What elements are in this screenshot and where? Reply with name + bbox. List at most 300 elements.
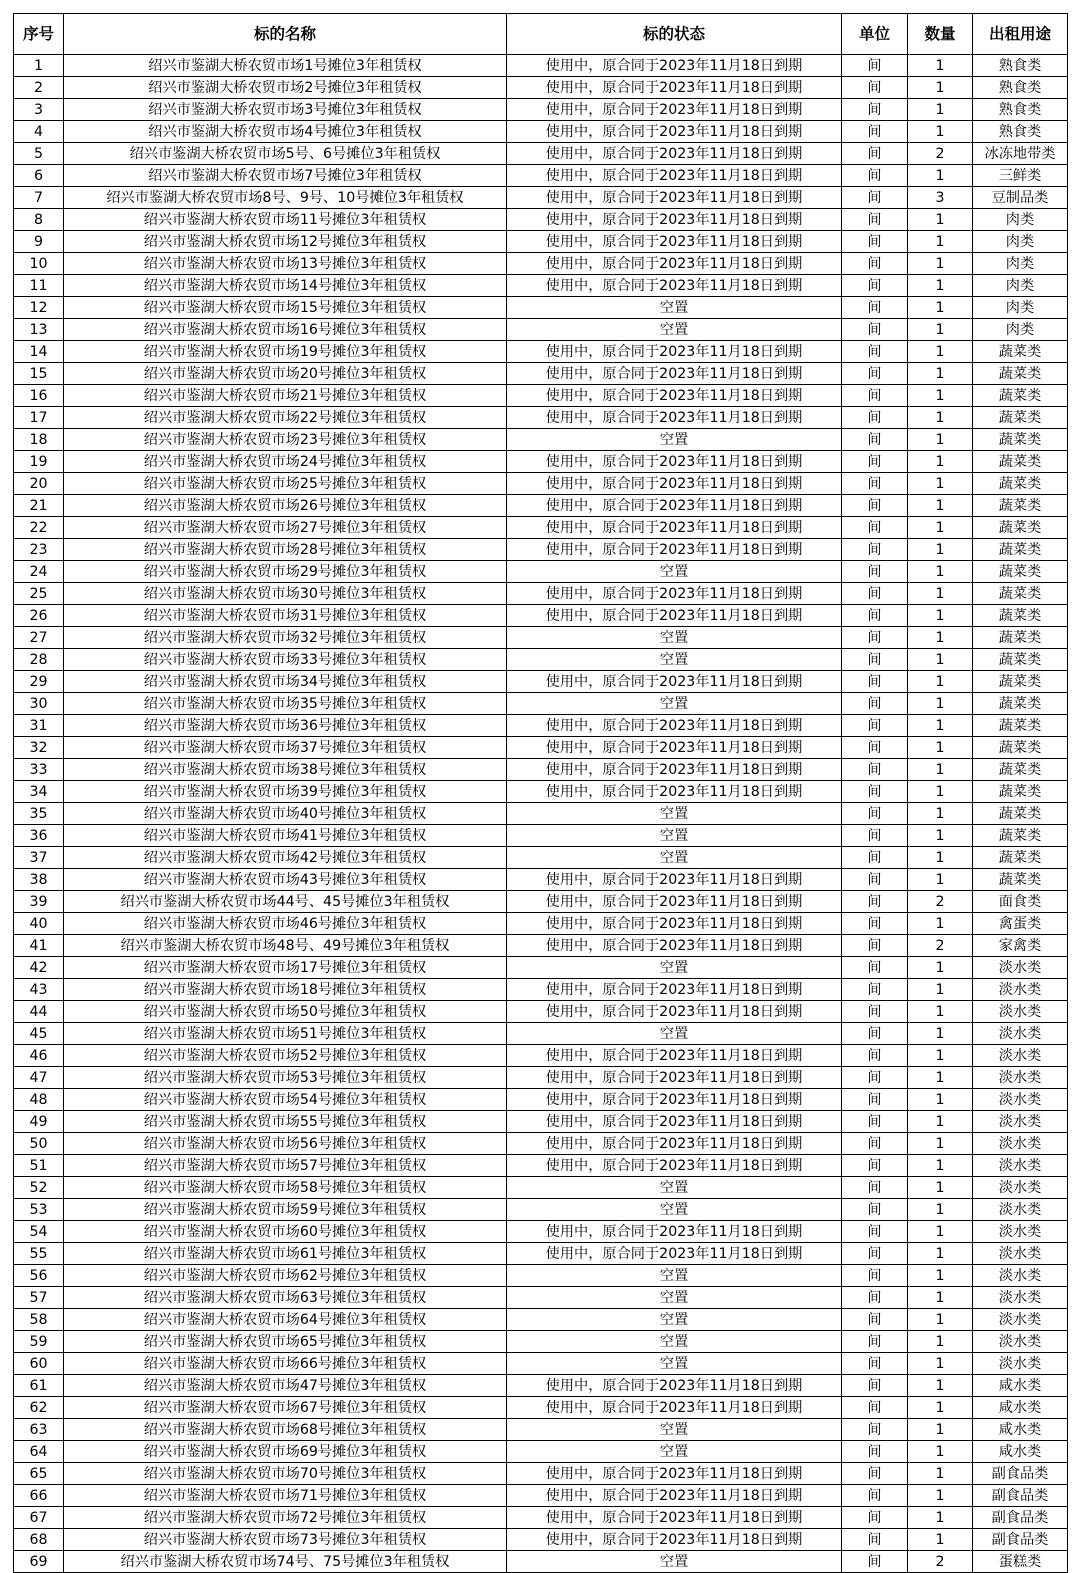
cell-unit: 间 bbox=[842, 1133, 908, 1155]
cell-item-status: 使用中，原合同于2023年11月18日到期 bbox=[507, 1529, 842, 1551]
cell-unit: 间 bbox=[842, 1331, 908, 1353]
table-row bbox=[14, 1419, 1068, 1441]
cell-unit: 间 bbox=[842, 1485, 908, 1507]
cell-rental-use: 蔬菜类 bbox=[973, 473, 1068, 495]
cell-unit: 间 bbox=[842, 847, 908, 869]
table-row bbox=[14, 363, 1068, 385]
cell-quantity: 1 bbox=[908, 121, 973, 143]
table-row bbox=[14, 539, 1068, 561]
cell-rental-use: 蔬菜类 bbox=[973, 517, 1068, 539]
cell-unit: 间 bbox=[842, 759, 908, 781]
cell-item-name: 绍兴市鉴湖大桥农贸市场30号摊位3年租赁权 bbox=[64, 583, 507, 605]
cell-index: 29 bbox=[14, 671, 64, 693]
cell-quantity: 1 bbox=[908, 869, 973, 891]
cell-item-name: 绍兴市鉴湖大桥农贸市场69号摊位3年租赁权 bbox=[64, 1441, 507, 1463]
cell-rental-use: 熟食类 bbox=[973, 121, 1068, 143]
cell-item-name: 绍兴市鉴湖大桥农贸市场67号摊位3年租赁权 bbox=[64, 1397, 507, 1419]
cell-quantity: 1 bbox=[908, 671, 973, 693]
cell-quantity: 1 bbox=[908, 1111, 973, 1133]
cell-item-name: 绍兴市鉴湖大桥农贸市场20号摊位3年租赁权 bbox=[64, 363, 507, 385]
cell-index: 43 bbox=[14, 979, 64, 1001]
cell-quantity: 1 bbox=[908, 99, 973, 121]
cell-index: 2 bbox=[14, 77, 64, 99]
cell-unit: 间 bbox=[842, 55, 908, 77]
cell-item-status: 使用中，原合同于2023年11月18日到期 bbox=[507, 451, 842, 473]
cell-rental-use: 蔬菜类 bbox=[973, 495, 1068, 517]
cell-rental-use: 熟食类 bbox=[973, 55, 1068, 77]
cell-item-status: 使用中，原合同于2023年11月18日到期 bbox=[507, 583, 842, 605]
cell-index: 59 bbox=[14, 1331, 64, 1353]
cell-item-status: 使用中，原合同于2023年11月18日到期 bbox=[507, 275, 842, 297]
cell-index: 67 bbox=[14, 1507, 64, 1529]
table-row bbox=[14, 1023, 1068, 1045]
cell-index: 21 bbox=[14, 495, 64, 517]
cell-item-name: 绍兴市鉴湖大桥农贸市场16号摊位3年租赁权 bbox=[64, 319, 507, 341]
table-row bbox=[14, 847, 1068, 869]
cell-index: 10 bbox=[14, 253, 64, 275]
cell-item-name: 绍兴市鉴湖大桥农贸市场60号摊位3年租赁权 bbox=[64, 1221, 507, 1243]
cell-item-name: 绍兴市鉴湖大桥农贸市场43号摊位3年租赁权 bbox=[64, 869, 507, 891]
cell-item-status: 使用中，原合同于2023年11月18日到期 bbox=[507, 363, 842, 385]
cell-unit: 间 bbox=[842, 979, 908, 1001]
cell-index: 55 bbox=[14, 1243, 64, 1265]
cell-index: 62 bbox=[14, 1397, 64, 1419]
cell-rental-use: 淡水类 bbox=[973, 1243, 1068, 1265]
cell-unit: 间 bbox=[842, 1375, 908, 1397]
cell-index: 19 bbox=[14, 451, 64, 473]
cell-index: 58 bbox=[14, 1309, 64, 1331]
cell-unit: 间 bbox=[842, 319, 908, 341]
cell-item-name: 绍兴市鉴湖大桥农贸市场53号摊位3年租赁权 bbox=[64, 1067, 507, 1089]
cell-index: 17 bbox=[14, 407, 64, 429]
cell-index: 47 bbox=[14, 1067, 64, 1089]
table-row bbox=[14, 253, 1068, 275]
table-row bbox=[14, 1133, 1068, 1155]
cell-quantity: 1 bbox=[908, 1067, 973, 1089]
cell-unit: 间 bbox=[842, 1089, 908, 1111]
cell-unit: 间 bbox=[842, 231, 908, 253]
cell-index: 31 bbox=[14, 715, 64, 737]
table-row bbox=[14, 869, 1068, 891]
cell-quantity: 2 bbox=[908, 935, 973, 957]
cell-rental-use: 蔬菜类 bbox=[973, 539, 1068, 561]
cell-item-status: 空置 bbox=[507, 319, 842, 341]
table-row bbox=[14, 803, 1068, 825]
cell-unit: 间 bbox=[842, 1067, 908, 1089]
cell-unit: 间 bbox=[842, 1287, 908, 1309]
cell-unit: 间 bbox=[842, 1045, 908, 1067]
cell-rental-use: 熟食类 bbox=[973, 77, 1068, 99]
cell-index: 45 bbox=[14, 1023, 64, 1045]
table-row bbox=[14, 649, 1068, 671]
cell-rental-use: 豆制品类 bbox=[973, 187, 1068, 209]
cell-item-status: 空置 bbox=[507, 1023, 842, 1045]
cell-unit: 间 bbox=[842, 1529, 908, 1551]
cell-quantity: 1 bbox=[908, 803, 973, 825]
cell-unit: 间 bbox=[842, 187, 908, 209]
table-row bbox=[14, 825, 1068, 847]
cell-quantity: 1 bbox=[908, 1045, 973, 1067]
cell-quantity: 1 bbox=[908, 517, 973, 539]
cell-quantity: 1 bbox=[908, 1397, 973, 1419]
cell-item-name: 绍兴市鉴湖大桥农贸市场51号摊位3年租赁权 bbox=[64, 1023, 507, 1045]
cell-index: 6 bbox=[14, 165, 64, 187]
table-row bbox=[14, 1045, 1068, 1067]
cell-unit: 间 bbox=[842, 671, 908, 693]
cell-rental-use: 淡水类 bbox=[973, 1265, 1068, 1287]
cell-rental-use: 蔬菜类 bbox=[973, 385, 1068, 407]
header-index: 序号 bbox=[14, 14, 64, 55]
table-row bbox=[14, 1287, 1068, 1309]
cell-item-name: 绍兴市鉴湖大桥农贸市场62号摊位3年租赁权 bbox=[64, 1265, 507, 1287]
cell-index: 9 bbox=[14, 231, 64, 253]
cell-item-status: 使用中，原合同于2023年11月18日到期 bbox=[507, 1485, 842, 1507]
table-row bbox=[14, 143, 1068, 165]
table-row bbox=[14, 1221, 1068, 1243]
cell-unit: 间 bbox=[842, 385, 908, 407]
cell-item-name: 绍兴市鉴湖大桥农贸市场44号、45号摊位3年租赁权 bbox=[64, 891, 507, 913]
cell-index: 22 bbox=[14, 517, 64, 539]
table-row bbox=[14, 693, 1068, 715]
cell-item-status: 使用中，原合同于2023年11月18日到期 bbox=[507, 231, 842, 253]
cell-quantity: 1 bbox=[908, 1023, 973, 1045]
cell-item-status: 使用中，原合同于2023年11月18日到期 bbox=[507, 187, 842, 209]
cell-rental-use: 咸水类 bbox=[973, 1375, 1068, 1397]
cell-quantity: 1 bbox=[908, 341, 973, 363]
cell-quantity: 1 bbox=[908, 363, 973, 385]
cell-rental-use: 蔬菜类 bbox=[973, 407, 1068, 429]
cell-item-name: 绍兴市鉴湖大桥农贸市场12号摊位3年租赁权 bbox=[64, 231, 507, 253]
cell-item-name: 绍兴市鉴湖大桥农贸市场33号摊位3年租赁权 bbox=[64, 649, 507, 671]
cell-item-status: 使用中，原合同于2023年11月18日到期 bbox=[507, 935, 842, 957]
cell-quantity: 1 bbox=[908, 1507, 973, 1529]
cell-quantity: 1 bbox=[908, 847, 973, 869]
cell-item-name: 绍兴市鉴湖大桥农贸市场39号摊位3年租赁权 bbox=[64, 781, 507, 803]
cell-unit: 间 bbox=[842, 935, 908, 957]
cell-item-status: 使用中，原合同于2023年11月18日到期 bbox=[507, 1463, 842, 1485]
cell-rental-use: 蔬菜类 bbox=[973, 561, 1068, 583]
cell-rental-use: 蔬菜类 bbox=[973, 803, 1068, 825]
cell-rental-use: 淡水类 bbox=[973, 1287, 1068, 1309]
header-unit: 单位 bbox=[842, 14, 908, 55]
cell-item-name: 绍兴市鉴湖大桥农贸市场63号摊位3年租赁权 bbox=[64, 1287, 507, 1309]
cell-unit: 间 bbox=[842, 1507, 908, 1529]
cell-rental-use: 面食类 bbox=[973, 891, 1068, 913]
cell-quantity: 1 bbox=[908, 231, 973, 253]
cell-item-status: 使用中，原合同于2023年11月18日到期 bbox=[507, 253, 842, 275]
cell-item-name: 绍兴市鉴湖大桥农贸市场57号摊位3年租赁权 bbox=[64, 1155, 507, 1177]
cell-item-name: 绍兴市鉴湖大桥农贸市场41号摊位3年租赁权 bbox=[64, 825, 507, 847]
cell-rental-use: 蔬菜类 bbox=[973, 429, 1068, 451]
cell-item-name: 绍兴市鉴湖大桥农贸市场2号摊位3年租赁权 bbox=[64, 77, 507, 99]
cell-index: 5 bbox=[14, 143, 64, 165]
cell-quantity: 1 bbox=[908, 165, 973, 187]
cell-rental-use: 蔬菜类 bbox=[973, 363, 1068, 385]
cell-rental-use: 淡水类 bbox=[973, 1353, 1068, 1375]
cell-item-name: 绍兴市鉴湖大桥农贸市场13号摊位3年租赁权 bbox=[64, 253, 507, 275]
cell-quantity: 1 bbox=[908, 1221, 973, 1243]
cell-unit: 间 bbox=[842, 1111, 908, 1133]
table-row bbox=[14, 1485, 1068, 1507]
cell-item-status: 使用中，原合同于2023年11月18日到期 bbox=[507, 671, 842, 693]
cell-index: 12 bbox=[14, 297, 64, 319]
cell-index: 35 bbox=[14, 803, 64, 825]
cell-index: 61 bbox=[14, 1375, 64, 1397]
cell-item-name: 绍兴市鉴湖大桥农贸市场34号摊位3年租赁权 bbox=[64, 671, 507, 693]
cell-rental-use: 三鲜类 bbox=[973, 165, 1068, 187]
cell-item-status: 空置 bbox=[507, 825, 842, 847]
table-row bbox=[14, 737, 1068, 759]
cell-index: 4 bbox=[14, 121, 64, 143]
cell-quantity: 1 bbox=[908, 1265, 973, 1287]
cell-index: 30 bbox=[14, 693, 64, 715]
cell-index: 34 bbox=[14, 781, 64, 803]
cell-item-status: 使用中，原合同于2023年11月18日到期 bbox=[507, 99, 842, 121]
cell-unit: 间 bbox=[842, 561, 908, 583]
cell-quantity: 1 bbox=[908, 77, 973, 99]
cell-index: 20 bbox=[14, 473, 64, 495]
cell-quantity: 1 bbox=[908, 495, 973, 517]
cell-item-name: 绍兴市鉴湖大桥农贸市场40号摊位3年租赁权 bbox=[64, 803, 507, 825]
table-row bbox=[14, 979, 1068, 1001]
table-row bbox=[14, 1001, 1068, 1023]
table-row bbox=[14, 407, 1068, 429]
cell-rental-use: 蔬菜类 bbox=[973, 825, 1068, 847]
cell-index: 44 bbox=[14, 1001, 64, 1023]
cell-item-name: 绍兴市鉴湖大桥农贸市场25号摊位3年租赁权 bbox=[64, 473, 507, 495]
cell-index: 66 bbox=[14, 1485, 64, 1507]
table-row bbox=[14, 715, 1068, 737]
cell-unit: 间 bbox=[842, 1551, 908, 1573]
cell-index: 50 bbox=[14, 1133, 64, 1155]
cell-item-name: 绍兴市鉴湖大桥农贸市场37号摊位3年租赁权 bbox=[64, 737, 507, 759]
cell-item-status: 使用中，原合同于2023年11月18日到期 bbox=[507, 143, 842, 165]
cell-item-name: 绍兴市鉴湖大桥农贸市场7号摊位3年租赁权 bbox=[64, 165, 507, 187]
cell-unit: 间 bbox=[842, 913, 908, 935]
table-row bbox=[14, 1331, 1068, 1353]
cell-item-status: 使用中，原合同于2023年11月18日到期 bbox=[507, 869, 842, 891]
cell-item-name: 绍兴市鉴湖大桥农贸市场36号摊位3年租赁权 bbox=[64, 715, 507, 737]
cell-item-status: 空置 bbox=[507, 1265, 842, 1287]
table-row bbox=[14, 1353, 1068, 1375]
cell-rental-use: 副食品类 bbox=[973, 1485, 1068, 1507]
cell-unit: 间 bbox=[842, 121, 908, 143]
cell-rental-use: 淡水类 bbox=[973, 979, 1068, 1001]
cell-unit: 间 bbox=[842, 737, 908, 759]
cell-unit: 间 bbox=[842, 1221, 908, 1243]
table-row bbox=[14, 583, 1068, 605]
cell-unit: 间 bbox=[842, 1353, 908, 1375]
table-row bbox=[14, 1529, 1068, 1551]
table-row bbox=[14, 1111, 1068, 1133]
table-row bbox=[14, 231, 1068, 253]
cell-index: 27 bbox=[14, 627, 64, 649]
table-row bbox=[14, 1067, 1068, 1089]
cell-quantity: 1 bbox=[908, 1001, 973, 1023]
cell-item-name: 绍兴市鉴湖大桥农贸市场21号摊位3年租赁权 bbox=[64, 385, 507, 407]
cell-item-status: 使用中，原合同于2023年11月18日到期 bbox=[507, 1089, 842, 1111]
cell-item-name: 绍兴市鉴湖大桥农贸市场28号摊位3年租赁权 bbox=[64, 539, 507, 561]
cell-index: 15 bbox=[14, 363, 64, 385]
cell-item-status: 使用中，原合同于2023年11月18日到期 bbox=[507, 77, 842, 99]
cell-quantity: 1 bbox=[908, 297, 973, 319]
cell-unit: 间 bbox=[842, 803, 908, 825]
cell-index: 26 bbox=[14, 605, 64, 627]
cell-rental-use: 肉类 bbox=[973, 275, 1068, 297]
table-row bbox=[14, 605, 1068, 627]
table-row bbox=[14, 297, 1068, 319]
cell-item-name: 绍兴市鉴湖大桥农贸市场42号摊位3年租赁权 bbox=[64, 847, 507, 869]
cell-item-status: 使用中，原合同于2023年11月18日到期 bbox=[507, 385, 842, 407]
cell-quantity: 2 bbox=[908, 891, 973, 913]
table-row bbox=[14, 55, 1068, 77]
cell-quantity: 1 bbox=[908, 319, 973, 341]
cell-index: 53 bbox=[14, 1199, 64, 1221]
header-rental-use: 出租用途 bbox=[973, 14, 1068, 55]
cell-index: 46 bbox=[14, 1045, 64, 1067]
cell-rental-use: 蔬菜类 bbox=[973, 341, 1068, 363]
cell-rental-use: 咸水类 bbox=[973, 1397, 1068, 1419]
cell-item-name: 绍兴市鉴湖大桥农贸市场1号摊位3年租赁权 bbox=[64, 55, 507, 77]
cell-quantity: 1 bbox=[908, 473, 973, 495]
cell-quantity: 1 bbox=[908, 209, 973, 231]
cell-quantity: 1 bbox=[908, 1199, 973, 1221]
cell-unit: 间 bbox=[842, 1397, 908, 1419]
cell-quantity: 1 bbox=[908, 1485, 973, 1507]
cell-unit: 间 bbox=[842, 1243, 908, 1265]
cell-item-status: 使用中，原合同于2023年11月18日到期 bbox=[507, 715, 842, 737]
table-row bbox=[14, 1309, 1068, 1331]
cell-item-name: 绍兴市鉴湖大桥农贸市场48号、49号摊位3年租赁权 bbox=[64, 935, 507, 957]
cell-unit: 间 bbox=[842, 781, 908, 803]
cell-item-status: 使用中，原合同于2023年11月18日到期 bbox=[507, 891, 842, 913]
cell-unit: 间 bbox=[842, 1265, 908, 1287]
cell-unit: 间 bbox=[842, 891, 908, 913]
cell-rental-use: 淡水类 bbox=[973, 1177, 1068, 1199]
cell-rental-use: 咸水类 bbox=[973, 1419, 1068, 1441]
cell-item-status: 使用中，原合同于2023年11月18日到期 bbox=[507, 759, 842, 781]
cell-quantity: 1 bbox=[908, 385, 973, 407]
cell-index: 41 bbox=[14, 935, 64, 957]
cell-unit: 间 bbox=[842, 253, 908, 275]
cell-item-status: 使用中，原合同于2023年11月18日到期 bbox=[507, 1133, 842, 1155]
cell-quantity: 1 bbox=[908, 1287, 973, 1309]
cell-item-name: 绍兴市鉴湖大桥农贸市场29号摊位3年租赁权 bbox=[64, 561, 507, 583]
cell-quantity: 1 bbox=[908, 561, 973, 583]
cell-index: 69 bbox=[14, 1551, 64, 1573]
cell-quantity: 1 bbox=[908, 407, 973, 429]
cell-unit: 间 bbox=[842, 517, 908, 539]
cell-item-name: 绍兴市鉴湖大桥农贸市场54号摊位3年租赁权 bbox=[64, 1089, 507, 1111]
cell-rental-use: 蔬菜类 bbox=[973, 451, 1068, 473]
cell-rental-use: 蔬菜类 bbox=[973, 781, 1068, 803]
cell-item-name: 绍兴市鉴湖大桥农贸市场50号摊位3年租赁权 bbox=[64, 1001, 507, 1023]
cell-index: 23 bbox=[14, 539, 64, 561]
cell-item-name: 绍兴市鉴湖大桥农贸市场19号摊位3年租赁权 bbox=[64, 341, 507, 363]
cell-unit: 间 bbox=[842, 209, 908, 231]
cell-unit: 间 bbox=[842, 1177, 908, 1199]
cell-quantity: 1 bbox=[908, 253, 973, 275]
cell-item-name: 绍兴市鉴湖大桥农贸市场70号摊位3年租赁权 bbox=[64, 1463, 507, 1485]
cell-quantity: 1 bbox=[908, 1243, 973, 1265]
cell-unit: 间 bbox=[842, 99, 908, 121]
cell-index: 63 bbox=[14, 1419, 64, 1441]
cell-rental-use: 蔬菜类 bbox=[973, 649, 1068, 671]
table-row bbox=[14, 1265, 1068, 1287]
cell-index: 42 bbox=[14, 957, 64, 979]
table-row bbox=[14, 341, 1068, 363]
cell-unit: 间 bbox=[842, 297, 908, 319]
cell-rental-use: 肉类 bbox=[973, 231, 1068, 253]
cell-item-status: 空置 bbox=[507, 1309, 842, 1331]
cell-rental-use: 蔬菜类 bbox=[973, 583, 1068, 605]
cell-item-status: 使用中，原合同于2023年11月18日到期 bbox=[507, 209, 842, 231]
cell-unit: 间 bbox=[842, 649, 908, 671]
cell-unit: 间 bbox=[842, 77, 908, 99]
cell-index: 32 bbox=[14, 737, 64, 759]
cell-item-status: 空置 bbox=[507, 803, 842, 825]
cell-unit: 间 bbox=[842, 275, 908, 297]
cell-item-status: 使用中，原合同于2023年11月18日到期 bbox=[507, 1067, 842, 1089]
cell-item-name: 绍兴市鉴湖大桥农贸市场47号摊位3年租赁权 bbox=[64, 1375, 507, 1397]
cell-quantity: 1 bbox=[908, 825, 973, 847]
cell-item-name: 绍兴市鉴湖大桥农贸市场27号摊位3年租赁权 bbox=[64, 517, 507, 539]
cell-item-status: 空置 bbox=[507, 1287, 842, 1309]
table-row bbox=[14, 1375, 1068, 1397]
table-header bbox=[14, 14, 1068, 55]
cell-item-name: 绍兴市鉴湖大桥农贸市场24号摊位3年租赁权 bbox=[64, 451, 507, 473]
cell-item-status: 空置 bbox=[507, 1419, 842, 1441]
cell-quantity: 1 bbox=[908, 275, 973, 297]
cell-rental-use: 淡水类 bbox=[973, 1199, 1068, 1221]
table-row bbox=[14, 165, 1068, 187]
cell-rental-use: 肉类 bbox=[973, 253, 1068, 275]
cell-item-name: 绍兴市鉴湖大桥农贸市场66号摊位3年租赁权 bbox=[64, 1353, 507, 1375]
cell-rental-use: 蔬菜类 bbox=[973, 869, 1068, 891]
cell-rental-use: 蔬菜类 bbox=[973, 847, 1068, 869]
cell-quantity: 1 bbox=[908, 55, 973, 77]
cell-item-status: 使用中，原合同于2023年11月18日到期 bbox=[507, 1243, 842, 1265]
cell-unit: 间 bbox=[842, 1155, 908, 1177]
table-row bbox=[14, 517, 1068, 539]
cell-unit: 间 bbox=[842, 627, 908, 649]
cell-item-name: 绍兴市鉴湖大桥农贸市场22号摊位3年租赁权 bbox=[64, 407, 507, 429]
cell-item-name: 绍兴市鉴湖大桥农贸市场32号摊位3年租赁权 bbox=[64, 627, 507, 649]
cell-rental-use: 禽蛋类 bbox=[973, 913, 1068, 935]
cell-rental-use: 淡水类 bbox=[973, 1089, 1068, 1111]
cell-item-status: 使用中，原合同于2023年11月18日到期 bbox=[507, 605, 842, 627]
table-row bbox=[14, 187, 1068, 209]
cell-rental-use: 蔬菜类 bbox=[973, 737, 1068, 759]
cell-unit: 间 bbox=[842, 715, 908, 737]
cell-item-name: 绍兴市鉴湖大桥农贸市场18号摊位3年租赁权 bbox=[64, 979, 507, 1001]
table-row bbox=[14, 1463, 1068, 1485]
cell-quantity: 1 bbox=[908, 1463, 973, 1485]
cell-unit: 间 bbox=[842, 1023, 908, 1045]
cell-index: 64 bbox=[14, 1441, 64, 1463]
cell-unit: 间 bbox=[842, 451, 908, 473]
table-row bbox=[14, 495, 1068, 517]
cell-unit: 间 bbox=[842, 363, 908, 385]
cell-rental-use: 蔬菜类 bbox=[973, 759, 1068, 781]
cell-rental-use: 副食品类 bbox=[973, 1529, 1068, 1551]
cell-item-name: 绍兴市鉴湖大桥农贸市场59号摊位3年租赁权 bbox=[64, 1199, 507, 1221]
cell-quantity: 1 bbox=[908, 759, 973, 781]
table-row bbox=[14, 913, 1068, 935]
cell-item-status: 使用中，原合同于2023年11月18日到期 bbox=[507, 341, 842, 363]
cell-item-status: 使用中，原合同于2023年11月18日到期 bbox=[507, 495, 842, 517]
cell-index: 8 bbox=[14, 209, 64, 231]
